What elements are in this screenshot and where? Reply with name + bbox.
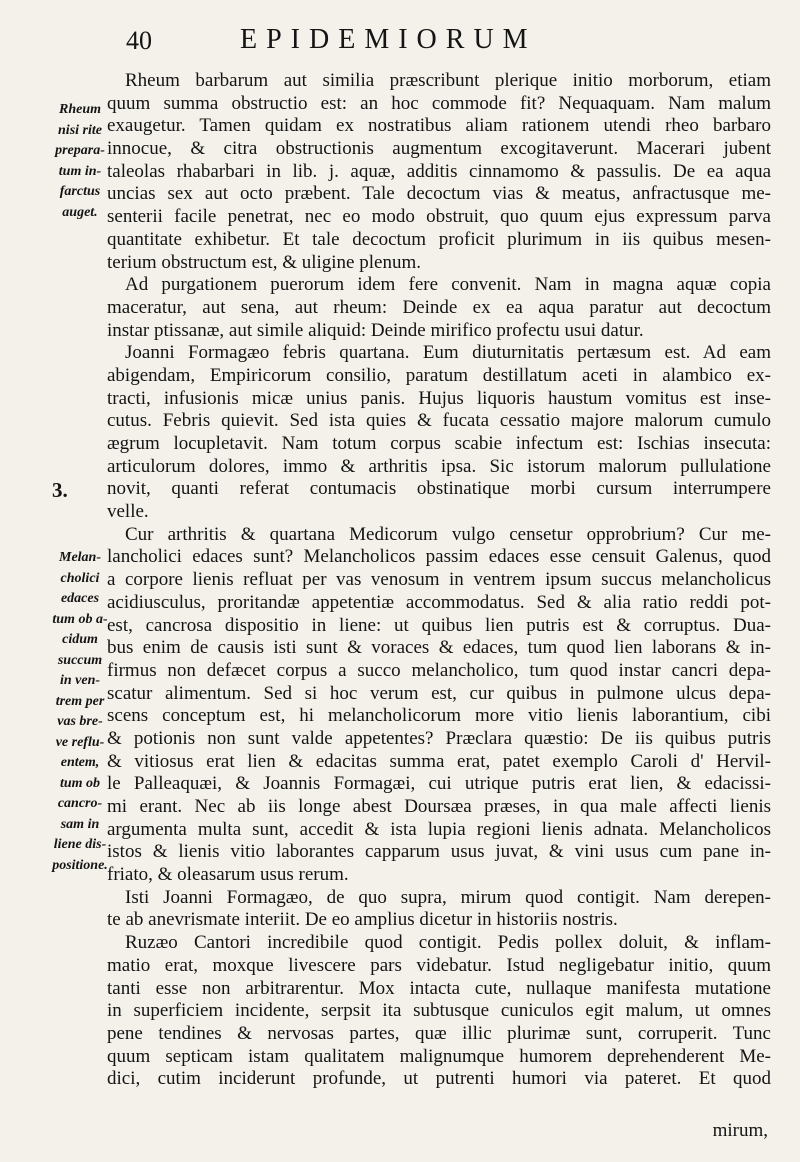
- margin-line: succum: [57, 652, 103, 668]
- text-line: bus enim de causis isti sunt & voraces & edaces, tum quod lien laborans & in-: [107, 637, 771, 659]
- text-line: abigendam, Empiricorum consilio, paratum destillatum aceti in alambico ex-: [107, 364, 771, 386]
- margin-line: cidum: [62, 632, 98, 647]
- text-line: & potionis non sunt valde appetentes? Præclara quæstio: De iis quibus putris: [107, 727, 771, 749]
- text-line: articulorum dolores, immo & arthritis ipsa. Sic istorum malorum pullulatione: [107, 455, 771, 477]
- margin-line: Melan-: [59, 550, 101, 565]
- catchword: mirum,: [712, 1120, 768, 1141]
- text-line: & vitiosus erat lien & edacitas summa erat, patet exemplo Caroli d' Hervil-: [107, 750, 771, 772]
- text-line: le Palleaquæi, & Joannis Formagæi, cui utrique putris erat lien, & edacissi-: [107, 773, 771, 795]
- text-line: friato, & oleasarum usus rerum.: [107, 864, 349, 886]
- text-line: senterii facile penetrat, nec eo modo obstruit, quo quum ejus expressum parva: [107, 206, 771, 228]
- text-line: in superficiem incidente, serpsit ita subtusque cuniculos egit malum, ut omnes: [107, 1000, 771, 1022]
- text-line: novit, quanti referat contumacis obstinatique morbi cursum interrumpere: [107, 478, 771, 500]
- margin-line: vas bre-: [57, 714, 103, 729]
- text-line: Cur arthritis & quartana Medicorum vulgo censetur opprobrium? Cur me-: [125, 523, 771, 545]
- text-line: uncias sex aut octo præbent. Tale decoctum vias & meatus, anfractusque me-: [107, 183, 771, 205]
- page-number: 40: [126, 26, 152, 55]
- text-line: tanti esse non arbitrarentur. Mox intacta cute, nullaque manifesta mutatione: [107, 977, 771, 999]
- text-line: firmus non defæcet corpus a succo melancholico, tum quod instar cancri depa-: [107, 659, 771, 681]
- text-line: Ruzæo Cantori incredibile quod contigit. Pedis pollex doluit, & inflam-: [125, 932, 771, 954]
- margin-line: entem,: [60, 755, 100, 770]
- text-line: est, cancrosa dispositio in liene: ut quibus lien putris est & corruptus. Dua-: [107, 614, 771, 636]
- margin-note-rheum: [48, 100, 112, 223]
- text-line: Rheum barbarum aut similia præscribunt plerique initio morborum, etiam: [125, 70, 771, 91]
- text-line: matio erat, moxque livescere pars videbatur. Istud negligebatur initio, quum: [107, 954, 771, 976]
- text-line: cutus. Febris quievit. Sed ista quies & fucata cessatio majore malorum cumulo: [107, 410, 771, 432]
- margin-line: prepara-: [55, 143, 105, 158]
- text-line: ægrum locupletavit. Nam totum corpus scabie infectum est: Ischias insecuta:: [107, 433, 771, 454]
- text-line: Ad purgationem puerorum idem fere convenit. Nam in magna aquæ copia: [125, 274, 771, 296]
- margin-line: liene dis-: [53, 837, 107, 852]
- margin-line: sam in: [60, 816, 100, 832]
- margin-line: cholici: [60, 570, 100, 586]
- margin-line: in ven-: [59, 673, 101, 688]
- text-line: acidiusculus, proritandæ appetentiæ accommodatus. Sed & alia ratio reddi pot-: [107, 591, 771, 613]
- text-line: quantitate exhibetur. Et tale decoctum proficit plurimum in iis quibus mesen-: [107, 228, 771, 250]
- text-line: exaugetur. Tamen quidam ex nostratibus aliam rationem utendi rheo barbaro: [107, 115, 771, 137]
- text-line: pene tendines & nervosas partes, quæ illic plurimæ sunt, corruperit. Tunc: [107, 1022, 771, 1044]
- margin-line: tum in-: [58, 163, 102, 179]
- margin-line: trem per: [55, 693, 105, 709]
- margin-note-melancholici: [48, 548, 112, 876]
- text-line: argumenta multa sunt, accedit & ista lupia regioni lienis adnata. Melancholicos: [107, 818, 771, 840]
- text-line: lancholici edaces sunt? Melancholicos passim edaces esse censuit Galenus, quod: [107, 546, 771, 568]
- text-line: mi erant. Nec ab iis longe abest Doursæa præses, in qua male affecti lienis: [107, 796, 771, 817]
- text-line: a corpore lienis refluat per vas venosum in ventrem ipsum succus melancholicus: [107, 569, 771, 591]
- text-line: innocue, & citra obstructionis augmentum excogitaverunt. Macerari jubent: [107, 138, 771, 160]
- text-line: te ab anevrismate interiit. De eo amplius dicetur in historiis nostris.: [107, 909, 618, 931]
- margin-line: positione.: [52, 857, 108, 873]
- text-line: quum septicam istam qualitatem malignumque humorem deprehenderent Me-: [107, 1045, 771, 1067]
- text-line: istos & lienis vitio laborantes capparum usus juvat, & vini usus cum pane in-: [107, 841, 771, 863]
- page-header: [0, 22, 800, 62]
- text-line: terium obstructum est, & uligine plenum.: [107, 251, 421, 273]
- text-line: tracti, infusionis micæ unius panis. Hujus liquoris haustum vomitus est inse-: [107, 387, 771, 409]
- text-line: scatur alimentum. Sed si hoc verum est, cur quibus in pulmone ulcus depa-: [107, 682, 771, 704]
- margin-line: edaces: [60, 591, 100, 606]
- margin-line: auget.: [62, 204, 98, 220]
- margin-line: cancro-: [57, 796, 103, 811]
- text-line: instar ptissanæ, aut simile aliquid: Deinde mirifico profectu usui datur.: [107, 319, 644, 341]
- margin-line: tum ob a-: [52, 611, 108, 627]
- text-line: quum summa obstructio est: an hoc commode fit? Nequaquam. Nam malum: [107, 92, 771, 114]
- text-line: dici, cutim inciderunt profunde, ut putrenti humori via pateret. Et quod: [107, 1068, 771, 1090]
- text-line: taleolas rhabarbari in lib. j. aquæ, additis cinnamomo & passulis. De ea aqua: [107, 160, 771, 182]
- margin-line: Rheum: [58, 102, 101, 117]
- text-line: maceratur, aut sena, aut rheum: Deinde ex ea aqua paratur aut decoctum: [107, 296, 771, 318]
- text-line: scens conceptum est, hi melancholicorum more vitio lienis laborantium, cibi: [107, 705, 771, 727]
- body-text: [107, 70, 771, 1091]
- text-line: Joanni Formagæo febris quartana. Eum diuturnitatis pertæsum est. Ad eam: [125, 342, 771, 364]
- margin-line: ve reflu-: [55, 734, 105, 750]
- margin-number: 3.: [52, 478, 68, 502]
- margin-line: tum ob: [59, 775, 101, 791]
- margin-line: farctus: [59, 184, 101, 199]
- text-line: Isti Joanni Formagæo, de quo supra, mirum quod contigit. Nam derepen-: [125, 886, 771, 908]
- text-line: velle.: [107, 501, 149, 523]
- margin-line: nisi rite: [58, 122, 102, 138]
- running-title: EPIDEMIORUM: [240, 24, 537, 55]
